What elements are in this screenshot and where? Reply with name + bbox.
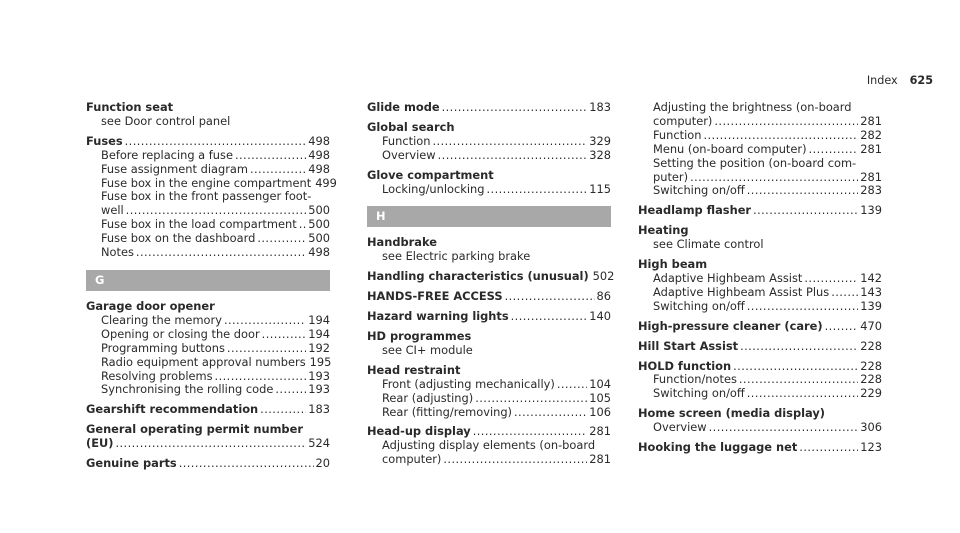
page-ref[interactable]: 500 [308,231,330,246]
entry-title: HANDS-FREE ACCESS [367,289,503,304]
sub-entry: Opening or closing the door [101,326,260,341]
page-ref[interactable]: 183 [308,402,330,417]
index-column-3 [638,101,882,461]
index-entry-function-seat [86,101,330,129]
page-ref[interactable]: 228 [860,372,882,387]
page-ref[interactable]: 139 [860,298,882,313]
sub-entry: Switching on/off [653,298,745,313]
entry-title: Handling characteristics (unusual) [367,269,589,284]
sub-entry: Function/notes [653,372,737,387]
index-entry-hazard [367,310,611,324]
index-column-1 [86,100,337,477]
entry-title: Global search [367,119,455,134]
entry-title: Hill Start Assist [638,338,739,353]
sub-entry: Fuse box in the engine compartment [101,175,312,190]
page-ref[interactable]: 328 [589,147,611,162]
index-entry-head-restraint [367,364,611,420]
entry-title: Garage door opener [86,298,215,313]
entry-title: Glide mode [367,100,440,114]
page-ref[interactable]: 498 [308,147,330,162]
index-entry-headlamp-flasher [638,204,882,218]
page-ref[interactable]: 105 [589,390,611,405]
see-reference: see Door control panel [101,113,231,128]
header-label: Index [866,74,898,87]
index-entry-fuses [86,133,337,260]
sub-entry: Adaptive Highbeam Assist [653,270,803,285]
entry-title: Glove compartment [367,167,494,182]
sub-entry: computer) [653,113,713,128]
entry-title: Gearshift recommendation [86,402,259,417]
entry-title: Headlamp flasher [638,203,752,218]
page-ref[interactable]: 194 [308,312,330,327]
sub-entry: Notes [101,245,134,260]
index-entry-hold-function [638,360,882,402]
sub-entry: Adaptive Highbeam Assist Plus [653,284,830,299]
entry-title: High beam [638,257,708,272]
index-entry-head-up-display-continued [638,101,882,198]
page-ref[interactable]: 470 [860,318,882,333]
index-entry-general-permit [86,423,330,451]
sub-entry: Programming buttons [101,340,225,355]
page-ref[interactable]: 194 [308,326,330,341]
section-header-h: H [367,206,611,227]
page-ref[interactable]: 193 [308,382,330,397]
page-ref[interactable]: 500 [308,217,330,232]
sub-entry: well [101,203,124,218]
page-ref[interactable]: 143 [860,284,882,299]
index-entry-genuine-parts [86,457,330,471]
index-entry-gearshift [86,403,330,417]
entry-title: Heating [638,223,689,238]
page-ref[interactable]: 281 [589,452,611,467]
sub-entry: Synchronising the rolling code [101,382,274,397]
index-entry-glide-mode [367,101,611,115]
sub-entry: Fuse box in the load compartment [101,217,297,232]
page-ref[interactable]: 498 [308,245,330,260]
index-entry-hill-start-assist [638,340,882,354]
sub-entry: Rear (adjusting) [382,390,474,405]
page-ref[interactable]: 499 [315,175,337,190]
page-ref[interactable]: 498 [308,133,330,148]
page-ref[interactable]: 195 [309,354,332,369]
see-reference: see Electric parking brake [382,249,531,264]
sub-entry: Switching on/off [653,386,745,401]
entry-title: HD programmes [367,328,472,343]
entry-title: Handbrake [367,235,437,250]
entry-title: Function seat [86,100,174,114]
page-ref[interactable]: 183 [589,100,611,114]
see-reference: see Climate control [653,237,764,252]
sub-entry: Fuse box on the dashboard [101,231,256,246]
index-entry-heating [638,224,882,252]
index-entry-glove-compartment [367,169,611,197]
index-entry-global-search [367,121,611,163]
page-ref[interactable]: 106 [589,404,611,419]
entry-title: HOLD function [638,358,732,373]
page-ref[interactable]: 86 [596,289,611,304]
sub-entry: Rear (fitting/removing) [382,404,513,419]
page-ref[interactable]: 228 [860,338,882,353]
page-ref[interactable]: 306 [860,420,882,435]
index-entry-hooking-luggage-net [638,441,882,455]
index-entry-high-pressure-cleaner [638,320,882,334]
index-entry-head-up-display [367,425,611,467]
entry-title: High-pressure cleaner (care) [638,318,823,333]
entry-title: Fuses [86,133,123,148]
page-ref[interactable]: 228 [860,358,882,373]
index-entry-handling [367,269,615,284]
page-ref[interactable]: 283 [860,183,882,198]
section-header-g: G [86,270,330,291]
page-ref[interactable]: 281 [860,169,882,184]
sub-entry: puter) [653,169,689,184]
page-ref[interactable]: 281 [860,113,882,128]
sub-entry: Radio equipment approval numbers [101,354,306,369]
page-ref[interactable]: 502 [592,269,615,284]
page-header [867,74,933,88]
sub-entry: Fuse box in the front passenger foot- [101,189,312,204]
sub-entry: Menu (on-board computer) [653,141,807,156]
index-entry-hands-free [367,290,611,304]
sub-entry: Function [382,133,431,148]
page-ref[interactable]: 140 [589,309,611,324]
page-ref[interactable]: 229 [860,386,882,401]
entry-title: (EU) [86,436,114,451]
entry-title: Head restraint [367,362,461,377]
sub-entry: Front (adjusting mechanically) [382,376,555,391]
sub-entry: Locking/unlocking [382,181,485,196]
sub-entry: Overview [653,420,707,435]
entry-title: Home screen (media display) [638,406,825,421]
sub-entry: computer) [382,452,442,467]
entry-title: Genuine parts [86,456,177,471]
sub-entry: Overview [382,147,436,162]
page-ref[interactable]: 282 [860,127,882,142]
page-ref[interactable]: 142 [860,270,882,285]
sub-entry: Resolving problems [101,368,213,383]
index-column-2 [367,100,615,473]
entry-title: Hooking the luggage net [638,440,798,455]
sub-entry: Switching on/off [653,183,745,198]
page-ref[interactable]: 139 [860,203,882,218]
entry-title: Head-up display [367,424,471,439]
page-ref[interactable]: 193 [308,368,330,383]
page-ref[interactable]: 281 [589,424,611,439]
page-ref[interactable]: 115 [589,181,611,196]
page-ref[interactable]: 524 [308,436,330,451]
index-entry-hd-programmes [367,330,611,358]
page-ref[interactable]: 104 [589,376,611,391]
sub-entry: Adjusting the brightness (on-board [653,100,852,114]
sub-entry: Adjusting display elements (on-board [382,438,596,453]
page-ref[interactable]: 20 [315,456,330,471]
page-ref[interactable]: 500 [308,203,330,218]
sub-entry: Function [653,127,702,142]
sub-entry: Clearing the memory [101,312,222,327]
index-entry-home-screen [638,407,882,435]
see-reference: see CI+ module [382,342,473,357]
sub-entry: Before replacing a fuse [101,147,233,162]
sub-entry: Fuse assignment diagram [101,161,248,176]
page-number: 625 [909,74,933,87]
entry-title: Hazard warning lights [367,309,509,324]
page-ref[interactable]: 281 [860,141,882,156]
entry-title: General operating permit number [86,422,303,437]
page-ref[interactable]: 123 [860,440,882,455]
page-ref[interactable]: 192 [308,340,330,355]
page-ref[interactable]: 329 [589,133,611,148]
page-ref[interactable]: 498 [308,161,330,176]
sub-entry: Setting the position (on-board com- [653,155,857,170]
index-entry-high-beam [638,258,882,314]
index-entry-garage-door-opener [86,300,330,397]
index-entry-handbrake [367,236,611,264]
